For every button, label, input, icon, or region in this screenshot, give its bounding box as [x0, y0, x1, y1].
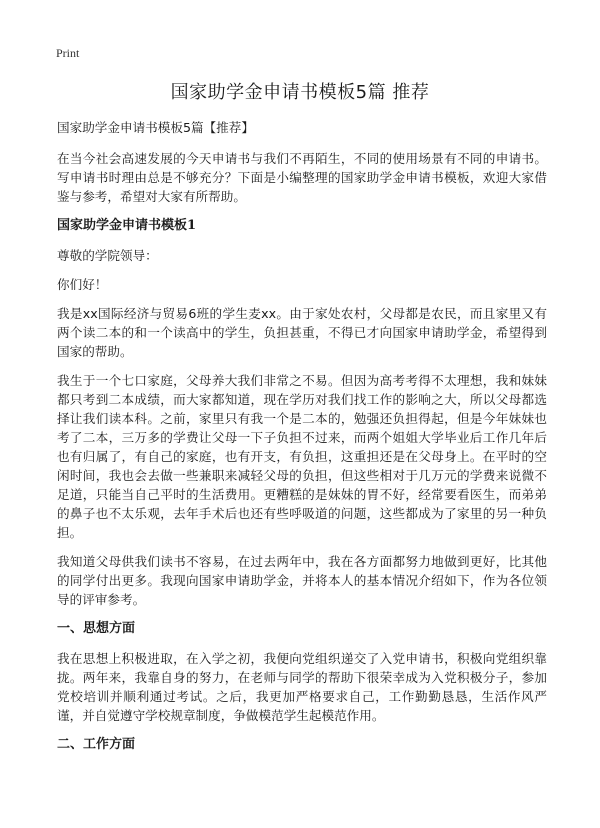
- print-link[interactable]: Print: [56, 46, 80, 60]
- intro-paragraph: 在当今社会高速发展的今天申请书与我们不再陌生，不同的使用场景有不同的申请书。写申请书时理由总是不够充分？下面是小编整理的国家助学金申请书模板，欢迎大家借鉴与参考，希望对大家有所帮助。: [57, 151, 547, 204]
- document-body: [57, 118, 547, 765]
- page-title: 国家助学金申请书模板5篇 推荐: [170, 82, 430, 103]
- paragraph-thought: 我在思想上积极进取，在入学之初，我便向党组织递交了入党申请书，积极向党组织靠拢。两年来，我靠自身的努力，在老师与同学的帮助下很荣幸成为入党积极分子，参加党校培训并顺利通过考试。之后，我更加严格要求自己，工作勤勤恳恳，生活作风严谨，并自觉遵守学校规章制度，争做模范学生起模范作用。: [57, 651, 547, 723]
- heading-work: 二、工作方面: [57, 737, 136, 752]
- greeting: 你们好！: [57, 277, 108, 292]
- heading-thought: 一、思想方面: [57, 621, 136, 636]
- salutation: 尊敬的学院领导：: [57, 248, 158, 263]
- paragraph-family: 我生于一个七口家庭，父母养大我们非常之不易。但因为高考考得不太理想，我和妹妹都只考到二本成绩，而大家都知道，现在学历对我们找工作的影响之大，所以父母都选择让我们读本科。之前，家里只有我一个是二本的，勉强还负担得起，但是今年妹妹也考了二本，三万多的学费让父母一下子负担不过来，而两个姐姐大学毕业后工作几年后也有归属了，有自己的家庭，也有开支，有负担，这重担还是在父母身上。在平时的空闲时间，我也会去做一些兼职来减轻父母的负担，但这些相对于几万元的学费来说微不足道，只能当自己平时的生活费用。更糟糕的是妹妹的胃不好，经常要看医生，而弟弟的鼻子也不太乐观，去年手术后也还有些呼吸道的问题，这些都成为了家里的另一种负担。: [57, 373, 547, 540]
- document-subtitle: 国家助学金申请书模板5篇【推荐】: [57, 120, 254, 135]
- section-heading-template-1: 国家助学金申请书模板1: [57, 218, 197, 233]
- paragraph-application: 我知道父母供我们读书不容易，在过去两年中，我在各方面都努力地做到更好，比其他的同学付出更多。我现向国家申请助学金，并将本人的基本情况介绍如下，作为各位领导的评审参考。: [57, 554, 547, 607]
- paragraph-background: 我是xx国际经济与贸易6班的学生麦xx。由于家处农村，父母都是农民，而且家里又有两个读二本的和一个读高中的学生，负担甚重，不得已才向国家申请助学金，希望得到国家的帮助。: [57, 306, 547, 359]
